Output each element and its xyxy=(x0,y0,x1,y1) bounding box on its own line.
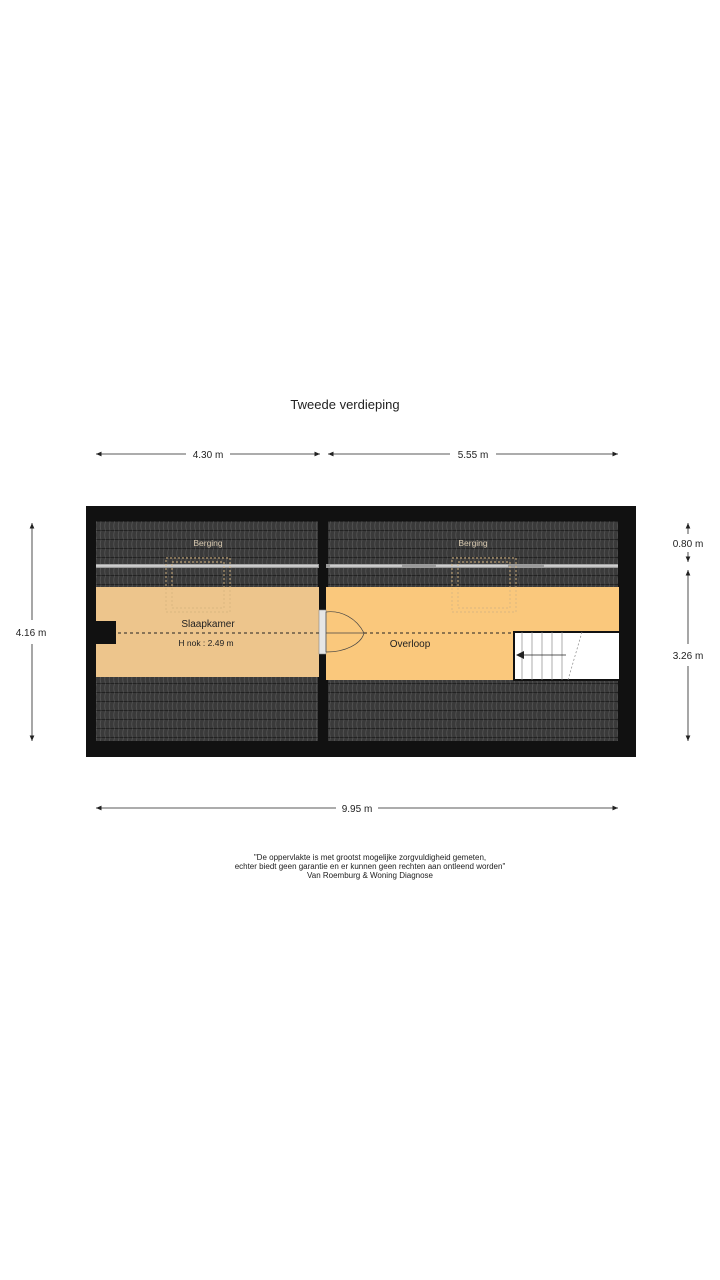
disclaimer-line-3: Van Roemburg & Woning Diagnose xyxy=(307,871,433,880)
roof-tiles-bottom-left xyxy=(96,677,318,741)
dimension-top-right xyxy=(328,450,618,461)
dimension-left xyxy=(16,523,47,741)
disclaimer-line-1: "De oppervlakte is met grootst mogelijke zorgvuldigheid gemeten, xyxy=(253,853,487,862)
plan-title: Tweede verdieping xyxy=(290,397,400,412)
dimension-top-left-label: 4.30 m xyxy=(192,450,224,461)
room-label-slaapkamer: Slaapkamer xyxy=(181,619,235,630)
slaapkamer-floor xyxy=(96,587,320,677)
dimension-top-left xyxy=(96,450,320,461)
staircase xyxy=(514,632,620,680)
roof-tiles-bottom-right xyxy=(328,680,618,741)
dimension-right-bottom xyxy=(673,570,704,741)
dimension-left-label: 4.16 m xyxy=(15,628,47,639)
disclaimer-line-2: echter biedt geen garantie en er kunnen geen rechten aan ontleend worden" xyxy=(234,862,506,871)
roof-tiles-mid-left xyxy=(96,568,318,587)
dimension-top-right-label: 5.55 m xyxy=(457,450,489,461)
dimension-right-top xyxy=(673,523,704,562)
dimension-right-top-label: 0.80 m xyxy=(672,539,704,550)
roof-tiles-mid-right xyxy=(328,568,618,587)
dimension-bottom xyxy=(96,804,618,815)
chimney xyxy=(92,621,116,644)
room-label-overloop: Overloop xyxy=(389,639,431,650)
room-label-berging-right: Berging xyxy=(458,538,488,548)
room-height-slaapkamer: H nok : 2.49 m xyxy=(178,638,234,648)
room-label-berging-left: Berging xyxy=(193,538,223,548)
dimension-right-bottom-label: 3.26 m xyxy=(672,651,704,662)
dimension-bottom-label: 9.95 m xyxy=(341,804,373,815)
